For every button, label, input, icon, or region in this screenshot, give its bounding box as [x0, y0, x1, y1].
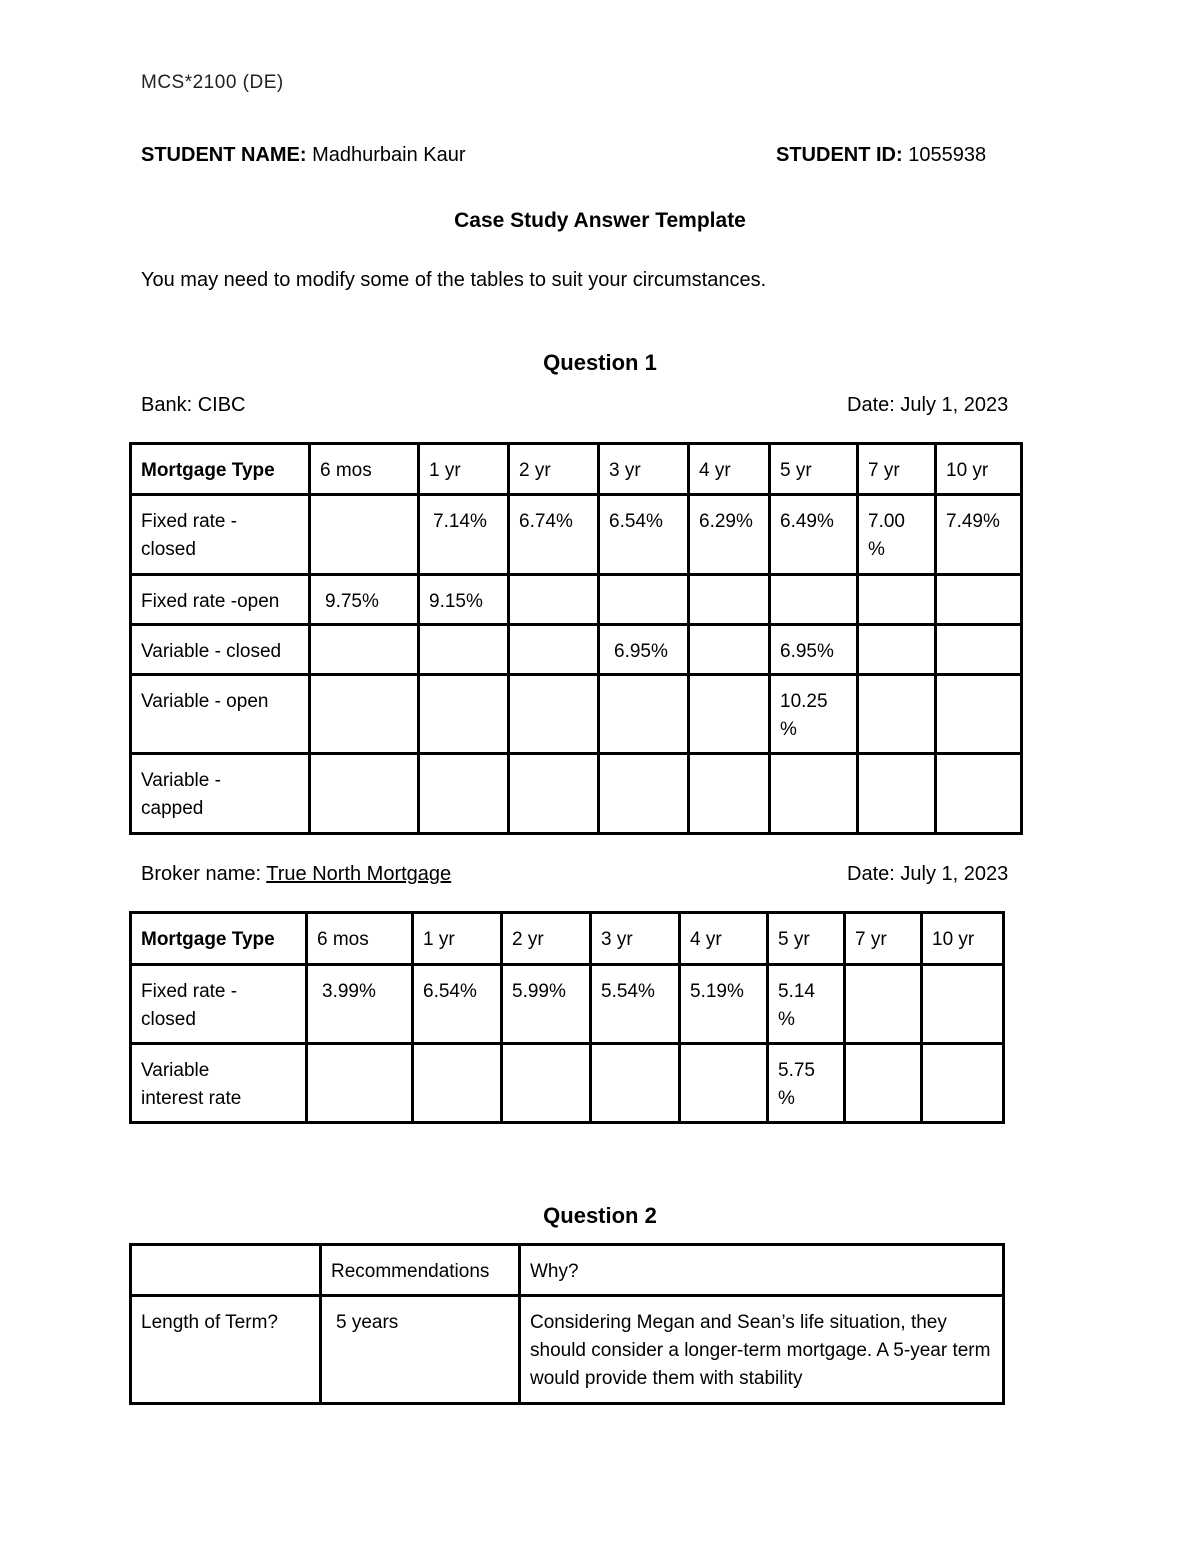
rate-cell: 5.54%	[591, 965, 680, 1044]
table-row	[131, 575, 1022, 625]
header-cell: 6 mos	[310, 444, 419, 495]
row-label-cell: Variable - closed	[131, 625, 310, 675]
rate-cell	[936, 754, 1022, 834]
table-header-row	[131, 1245, 1004, 1296]
rate-cell	[419, 754, 509, 834]
header-cell: Why?	[520, 1245, 1004, 1296]
rate-cell	[936, 675, 1022, 754]
header-cell: 10 yr	[922, 913, 1004, 965]
header-cell: 6 mos	[307, 913, 413, 965]
rate-cell: 5.75 %	[768, 1044, 845, 1123]
row-label-cell: Variable - capped	[131, 754, 310, 834]
header-cell: 2 yr	[502, 913, 591, 965]
student-id: 1055938	[908, 144, 987, 166]
header-cell: 7 yr	[858, 444, 936, 495]
rate-cell	[419, 625, 509, 675]
rate-cell	[599, 575, 689, 625]
question-2-heading: Question 2	[543, 1203, 657, 1228]
rate-cell	[509, 625, 599, 675]
rate-cell	[922, 1044, 1004, 1123]
rate-cell: 9.15%	[419, 575, 509, 625]
table-row	[131, 1296, 1004, 1404]
rate-cell	[770, 754, 858, 834]
rate-cell: 6.74%	[509, 495, 599, 575]
bank-rates-table	[129, 442, 1023, 835]
rate-cell	[310, 495, 419, 575]
rate-cell	[310, 625, 419, 675]
rate-cell	[307, 1044, 413, 1123]
recommendations-table	[129, 1243, 1005, 1405]
rate-cell: 6.29%	[689, 495, 770, 575]
header-cell: 4 yr	[689, 444, 770, 495]
table-row	[131, 754, 1022, 834]
rate-cell	[689, 675, 770, 754]
rate-cell: 7.49%	[936, 495, 1022, 575]
table-row	[131, 965, 1004, 1044]
rate-cell	[858, 625, 936, 675]
rate-cell	[310, 754, 419, 834]
rate-cell	[509, 754, 599, 834]
header-cell: 3 yr	[591, 913, 680, 965]
reason-cell: Considering Megan and Sean’s life situation, they should consider a longer-term mortgage. A 5-year term would provide them with stability	[520, 1296, 1004, 1404]
bank-date: July 1, 2023	[900, 394, 1009, 416]
rate-cell	[419, 675, 509, 754]
broker-date-line	[847, 863, 1008, 886]
question-1-heading: Question 1	[543, 350, 657, 375]
rate-cell	[310, 675, 419, 754]
bank-label: Bank:	[141, 394, 193, 416]
rate-cell: 7.00 %	[858, 495, 936, 575]
course-code: MCS*2100 (DE)	[141, 72, 284, 93]
broker-line	[141, 863, 451, 886]
student-id-label: STUDENT ID:	[776, 144, 903, 166]
rate-cell	[591, 1044, 680, 1123]
row-label-cell: Variable interest rate	[131, 1044, 307, 1123]
rate-cell: 6.95%	[599, 625, 689, 675]
broker-date: July 1, 2023	[900, 863, 1009, 885]
row-label-cell: Fixed rate -open	[131, 575, 310, 625]
header-cell: 1 yr	[419, 444, 509, 495]
rate-cell: 7.14%	[419, 495, 509, 575]
rate-cell	[599, 675, 689, 754]
rate-cell: 5.14 %	[768, 965, 845, 1044]
rate-cell	[509, 575, 599, 625]
rate-cell: 6.54%	[599, 495, 689, 575]
recommendation-cell: 5 years	[321, 1296, 520, 1404]
student-name: Madhurbain Kaur	[312, 144, 466, 166]
student-name-label: STUDENT NAME:	[141, 144, 307, 166]
header-cell: 2 yr	[509, 444, 599, 495]
bank-date-label: Date:	[847, 394, 895, 416]
subtitle: You may need to modify some of the tables to suit your circumstances.	[141, 269, 767, 291]
row-label-cell: Fixed rate - closed	[131, 965, 307, 1044]
row-label-cell: Variable - open	[131, 675, 310, 754]
rate-cell	[689, 754, 770, 834]
bank-date-line	[847, 394, 1008, 417]
student-id-line	[776, 144, 986, 167]
rate-cell	[858, 754, 936, 834]
rate-cell	[936, 625, 1022, 675]
broker-name: True North Mortgage	[266, 863, 452, 885]
rate-cell	[845, 965, 922, 1044]
header-cell: 3 yr	[599, 444, 689, 495]
rate-cell: 3.99%	[307, 965, 413, 1044]
table-row	[131, 1044, 1004, 1123]
rate-cell	[689, 625, 770, 675]
rate-cell	[502, 1044, 591, 1123]
header-cell: 7 yr	[845, 913, 922, 965]
rate-cell	[858, 675, 936, 754]
rate-cell: 5.99%	[502, 965, 591, 1044]
broker-label: Broker name:	[141, 863, 262, 885]
header-cell: 4 yr	[680, 913, 768, 965]
rate-cell	[413, 1044, 502, 1123]
row-label-cell: Fixed rate - closed	[131, 495, 310, 575]
rate-cell	[922, 965, 1004, 1044]
table-row	[131, 495, 1022, 575]
bank-name: CIBC	[197, 394, 246, 416]
rate-cell	[689, 575, 770, 625]
header-cell: 1 yr	[413, 913, 502, 965]
header-cell: Mortgage Type	[131, 444, 310, 495]
rate-cell: 6.95%	[770, 625, 858, 675]
rate-cell	[770, 575, 858, 625]
broker-rates-table	[129, 911, 1005, 1124]
header-cell: 10 yr	[936, 444, 1022, 495]
rate-cell: 6.49%	[770, 495, 858, 575]
table-header-row	[131, 913, 1004, 965]
rate-cell: 6.54%	[413, 965, 502, 1044]
row-label-cell: Length of Term?	[131, 1296, 321, 1404]
rate-cell	[858, 575, 936, 625]
rate-cell	[599, 754, 689, 834]
rate-cell	[936, 575, 1022, 625]
rate-cell: 9.75%	[310, 575, 419, 625]
student-name-line	[141, 144, 466, 167]
header-cell: 5 yr	[768, 913, 845, 965]
rate-cell	[509, 675, 599, 754]
table-row	[131, 675, 1022, 754]
header-cell: Mortgage Type	[131, 913, 307, 965]
header-cell	[131, 1245, 321, 1296]
bank-line	[141, 394, 246, 417]
rate-cell	[845, 1044, 922, 1123]
rate-cell	[680, 1044, 768, 1123]
header-cell: 5 yr	[770, 444, 858, 495]
broker-date-label: Date:	[847, 863, 895, 885]
table-header-row	[131, 444, 1022, 495]
table-row	[131, 625, 1022, 675]
page-title: Case Study Answer Template	[454, 209, 746, 232]
rate-cell: 5.19%	[680, 965, 768, 1044]
header-cell: Recommendations	[321, 1245, 520, 1296]
rate-cell: 10.25 %	[770, 675, 858, 754]
